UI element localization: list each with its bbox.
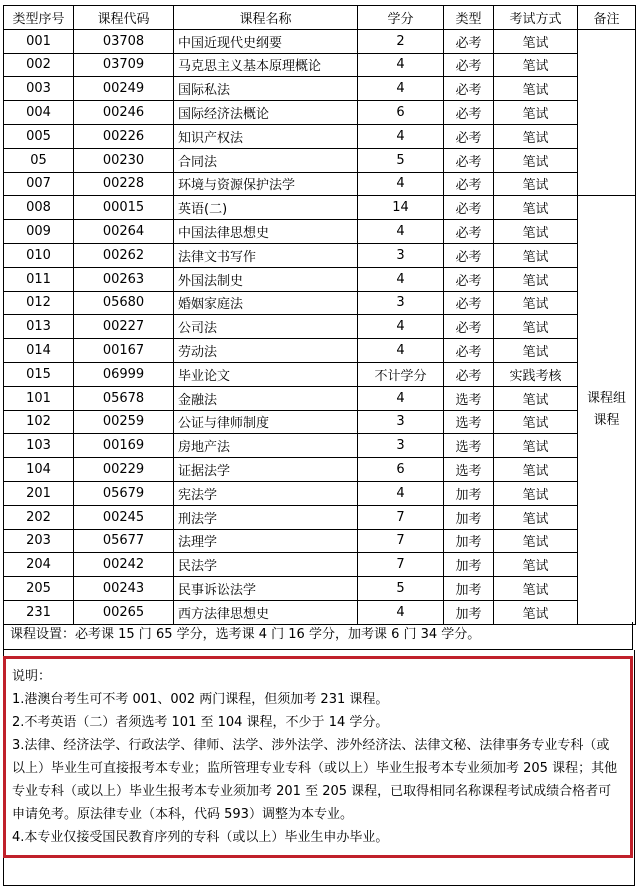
table-row [4,577,636,601]
cell-code: 00259 [74,410,174,434]
cell-name: 毕业论文 [174,362,358,386]
notes-title: 说明： [12,669,52,684]
cell-type: 加考 [444,529,494,553]
cell-exam: 笔试 [494,577,578,601]
cell-seq: 010 [4,243,74,267]
remark-line: 课程组 [586,391,626,407]
header-name: 课程名称 [174,6,358,30]
table-row [4,124,636,148]
cell-credit: 7 [358,529,444,553]
cell-credit: 4 [358,339,444,363]
cell-seq: 004 [4,101,74,125]
cell-type: 必考 [444,29,494,53]
cell-code: 00227 [74,315,174,339]
cell-code: 00167 [74,339,174,363]
cell-code: 05678 [74,386,174,410]
cell-type: 加考 [444,577,494,601]
cell-code: 00249 [74,77,174,101]
cell-seq: 204 [4,553,74,577]
table-row [4,481,636,505]
cell-seq: 205 [4,577,74,601]
cell-credit: 4 [358,220,444,244]
cell-credit: 3 [358,434,444,458]
note-item-1: 1.港澳台考生可不考 001、002 两门课程，但须加考 231 课程。 [12,692,389,707]
cell-name: 公司法 [174,315,358,339]
cell-seq: 201 [4,481,74,505]
table-row [4,362,636,386]
cell-code: 00242 [74,553,174,577]
cell-credit: 不计学分 [358,362,444,386]
cell-type: 必考 [444,220,494,244]
cell-code: 00229 [74,458,174,482]
cell-code: 05679 [74,481,174,505]
cell-type: 选考 [444,386,494,410]
table-row [4,53,636,77]
cell-name: 外国法制史 [174,267,358,291]
course-table [3,5,636,625]
cell-seq: 012 [4,291,74,315]
cell-exam: 笔试 [494,386,578,410]
cell-name: 国际经济法概论 [174,101,358,125]
cell-name: 金融法 [174,386,358,410]
cell-seq: 005 [4,124,74,148]
cell-credit: 14 [358,196,444,220]
table-row [4,434,636,458]
cell-credit: 7 [358,505,444,529]
cell-credit: 7 [358,553,444,577]
cell-name: 刑法学 [174,505,358,529]
table-row [4,172,636,196]
cell-exam: 笔试 [494,529,578,553]
cell-credit: 4 [358,77,444,101]
cell-seq: 009 [4,220,74,244]
cell-name: 劳动法 [174,339,358,363]
table-row [4,339,636,363]
cell-exam: 笔试 [494,101,578,125]
cell-exam: 笔试 [494,339,578,363]
cell-seq: 013 [4,315,74,339]
cell-seq: 203 [4,529,74,553]
table-header-row [4,6,636,30]
cell-name: 法理学 [174,529,358,553]
cell-exam: 笔试 [494,77,578,101]
cell-seq: 102 [4,410,74,434]
cell-type: 必考 [444,339,494,363]
cell-credit: 4 [358,172,444,196]
remark-line: 课程 [593,413,620,429]
cell-credit: 3 [358,243,444,267]
cell-type: 加考 [444,600,494,624]
cell-type: 选考 [444,458,494,482]
cell-name: 证据法学 [174,458,358,482]
cell-credit: 2 [358,29,444,53]
table-row [4,291,636,315]
cell-code: 00226 [74,124,174,148]
cell-credit: 3 [358,410,444,434]
cell-credit: 4 [358,267,444,291]
cell-credit: 4 [358,315,444,339]
cell-credit: 6 [358,458,444,482]
cell-code: 00245 [74,505,174,529]
cell-name: 英语(二) [174,196,358,220]
cell-exam: 笔试 [494,291,578,315]
cell-seq: 003 [4,77,74,101]
table-body [4,29,636,624]
cell-name: 民事诉讼法学 [174,577,358,601]
header-code: 课程代码 [74,6,174,30]
cell-seq: 015 [4,362,74,386]
cell-seq: 104 [4,458,74,482]
cell-exam: 实践考核 [494,362,578,386]
cell-credit: 3 [358,291,444,315]
cell-name: 国际私法 [174,77,358,101]
cell-type: 必考 [444,77,494,101]
table-row [4,29,636,53]
table-row [4,410,636,434]
table-row [4,77,636,101]
table-row [4,220,636,244]
cell-code: 00169 [74,434,174,458]
table-row [4,553,636,577]
cell-remark [578,196,636,624]
cell-code: 03708 [74,29,174,53]
cell-seq: 011 [4,267,74,291]
table-row [4,267,636,291]
cell-code: 05677 [74,529,174,553]
cell-seq: 001 [4,29,74,53]
cell-code: 00230 [74,148,174,172]
header-type: 类型 [444,6,494,30]
cell-credit: 4 [358,53,444,77]
cell-seq: 007 [4,172,74,196]
cell-seq: 05 [4,148,74,172]
cell-exam: 笔试 [494,148,578,172]
table-row [4,315,636,339]
cell-code: 00265 [74,600,174,624]
cell-name: 西方法律思想史 [174,600,358,624]
cell-exam: 笔试 [494,553,578,577]
cell-type: 加考 [444,505,494,529]
cell-seq: 008 [4,196,74,220]
cell-code: 00246 [74,101,174,125]
cell-seq: 103 [4,434,74,458]
table-row [4,505,636,529]
table-row [4,101,636,125]
cell-credit: 5 [358,577,444,601]
cell-seq: 101 [4,386,74,410]
table-row [4,458,636,482]
cell-exam: 笔试 [494,53,578,77]
cell-name: 民法学 [174,553,358,577]
cell-code: 03709 [74,53,174,77]
cell-name: 中国近现代史纲要 [174,29,358,53]
cell-type: 必考 [444,315,494,339]
cell-credit: 4 [358,386,444,410]
cell-name: 宪法学 [174,481,358,505]
cell-seq: 002 [4,53,74,77]
table-row [4,243,636,267]
header-credit: 学分 [358,6,444,30]
header-exam: 考试方式 [494,6,578,30]
cell-exam: 笔试 [494,600,578,624]
cell-exam: 笔试 [494,220,578,244]
cell-seq: 014 [4,339,74,363]
cell-exam: 笔试 [494,315,578,339]
table-row [4,529,636,553]
cell-exam: 笔试 [494,29,578,53]
cell-exam: 笔试 [494,458,578,482]
cell-code: 05680 [74,291,174,315]
cell-name: 环境与资源保护法学 [174,172,358,196]
cell-type: 必考 [444,267,494,291]
cell-exam: 笔试 [494,267,578,291]
cell-type: 选考 [444,410,494,434]
cell-type: 选考 [444,434,494,458]
cell-credit: 4 [358,481,444,505]
cell-name: 马克思主义基本原理概论 [174,53,358,77]
cell-name: 房地产法 [174,434,358,458]
course-summary: 课程设置：必考课 15 门 65 学分，选考课 4 门 16 学分，加考课 6 门 34 学分。 [3,622,633,650]
cell-exam: 笔试 [494,243,578,267]
cell-exam: 笔试 [494,196,578,220]
cell-credit: 4 [358,124,444,148]
cell-type: 必考 [444,291,494,315]
note-item-4: 4.本专业仅接受国民教育序列的专科（或以上）毕业生申办毕业。 [12,830,389,845]
cell-remark [578,29,636,196]
table-row [4,148,636,172]
cell-credit: 4 [358,600,444,624]
cell-exam: 笔试 [494,172,578,196]
cell-exam: 笔试 [494,410,578,434]
cell-type: 必考 [444,362,494,386]
cell-exam: 笔试 [494,434,578,458]
cell-code: 00263 [74,267,174,291]
table-row [4,196,636,220]
cell-type: 必考 [444,172,494,196]
cell-name: 知识产权法 [174,124,358,148]
cell-name: 婚姻家庭法 [174,291,358,315]
cell-code: 00262 [74,243,174,267]
cell-credit: 6 [358,101,444,125]
cell-seq: 202 [4,505,74,529]
cell-exam: 笔试 [494,481,578,505]
cell-type: 必考 [444,148,494,172]
cell-type: 必考 [444,124,494,148]
cell-name: 中国法律思想史 [174,220,358,244]
cell-seq: 231 [4,600,74,624]
note-item-2: 2.不考英语（二）者须选考 101 至 104 课程，不少于 14 学分。 [12,715,389,730]
cell-exam: 笔试 [494,124,578,148]
header-seq: 类型序号 [4,6,74,30]
cell-code: 00228 [74,172,174,196]
cell-type: 必考 [444,243,494,267]
header-remark: 备注 [578,6,636,30]
note-item-3: 3.法律、经济法学、行政法学、律师、法学、涉外法学、涉外经济法、法律文秘、法律事务专业专科（或以上）毕业生可直接报考本专业；监所管理专业专科（或以上）毕业生报考本专业须加考 205 课程；其他专业专科（或以上）毕业生报考本专业须加考 201 至 205 课程，已取得相同名称课程考试成绩合格者可申请免考。原法律专业（本科，代码 593）调整为本专业。 [12,738,618,822]
cell-credit: 5 [358,148,444,172]
notes-box [3,656,633,858]
cell-type: 加考 [444,553,494,577]
cell-type: 必考 [444,196,494,220]
cell-type: 必考 [444,53,494,77]
table-row [4,386,636,410]
cell-type: 必考 [444,101,494,125]
cell-exam: 笔试 [494,505,578,529]
cell-code: 06999 [74,362,174,386]
cell-name: 合同法 [174,148,358,172]
cell-type: 加考 [444,481,494,505]
cell-code: 00243 [74,577,174,601]
cell-code: 00264 [74,220,174,244]
cell-name: 公证与律师制度 [174,410,358,434]
cell-name: 法律文书写作 [174,243,358,267]
cell-code: 00015 [74,196,174,220]
table-row [4,600,636,624]
